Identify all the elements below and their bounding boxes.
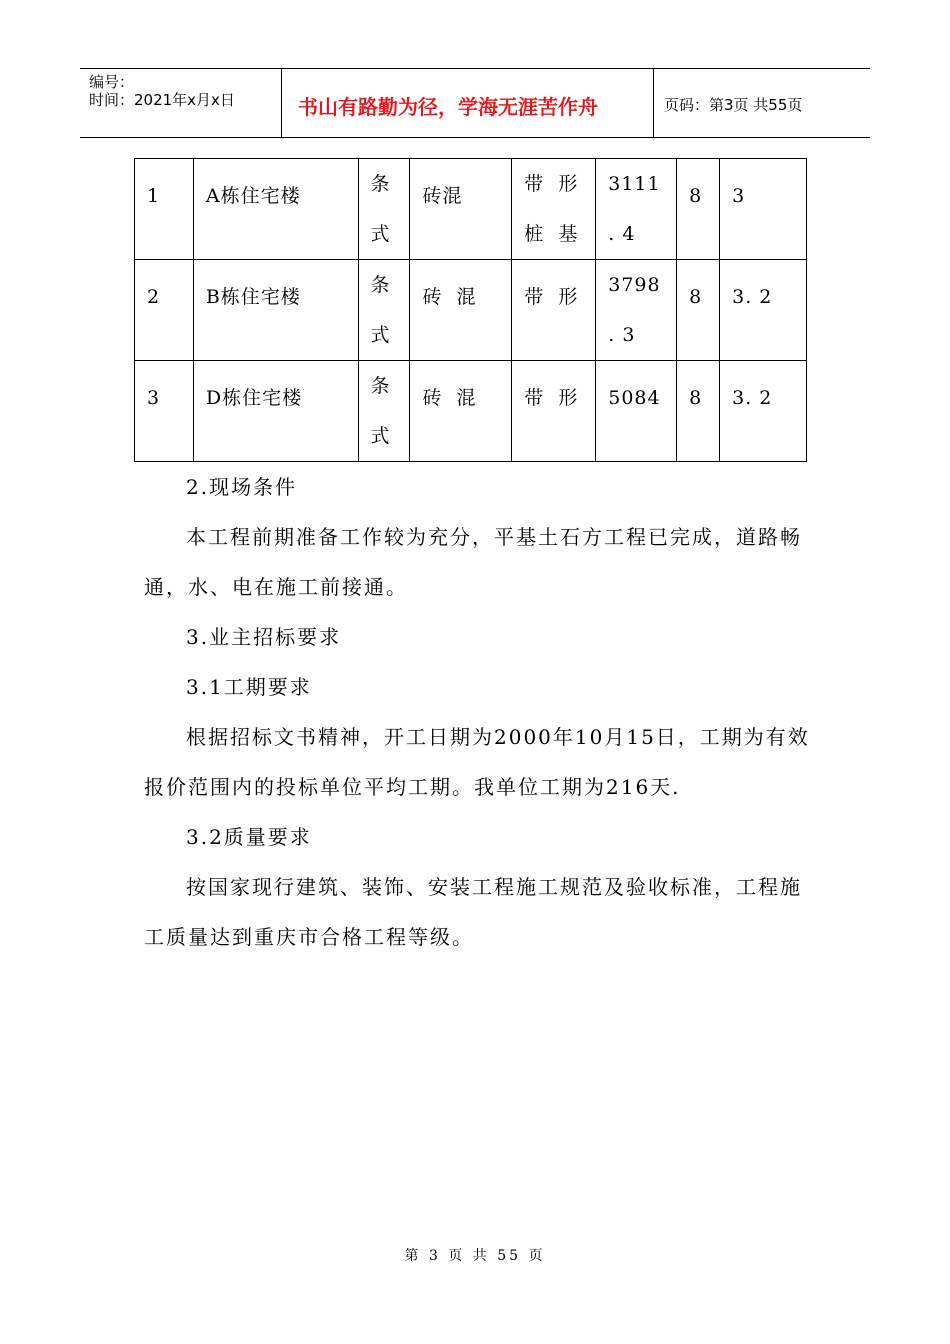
cell-floors: 8 — [677, 159, 720, 260]
cell-material: 砖 混 — [410, 260, 512, 361]
cell-name: A栋住宅楼 — [193, 159, 358, 260]
cell-no: 3 — [135, 361, 194, 462]
section-3-title: 3.业主招标要求 — [186, 625, 342, 649]
cell-area: 5084 — [596, 361, 677, 462]
cell-height: 3 — [720, 159, 807, 260]
cell-height: 3. 2 — [720, 361, 807, 462]
cell-foundation: 带 形 桩 基 — [512, 159, 596, 260]
cell-area: 3798 . 3 — [596, 260, 677, 361]
cell-type: 条 式 — [358, 361, 410, 462]
cell-foundation: 带 形 — [512, 361, 596, 462]
header-meta — [80, 69, 282, 137]
cell-no: 1 — [135, 159, 194, 260]
section-2-text: 本工程前期准备工作较为充分，平基土石方工程已完成，道路畅通，水、电在施工前接通。 — [144, 525, 802, 599]
cell-material: 砖 混 — [410, 361, 512, 462]
building-table — [134, 158, 807, 462]
table-row — [135, 260, 807, 361]
page-header — [80, 68, 870, 138]
cell-name: D栋住宅楼 — [193, 361, 358, 462]
section-2-title: 2.现场条件 — [186, 475, 298, 499]
cell-foundation: 带 形 — [512, 260, 596, 361]
cell-floors: 8 — [677, 361, 720, 462]
section-3-1-title: 3.1工期要求 — [186, 675, 312, 699]
cell-type: 条 式 — [358, 159, 410, 260]
header-time-label: 时间：2021年x月x日 — [89, 91, 235, 109]
cell-no: 2 — [135, 260, 194, 361]
section-3-2-title: 3.2质量要求 — [186, 825, 312, 849]
cell-material: 砖混 — [410, 159, 512, 260]
table-row — [135, 159, 807, 260]
table-row — [135, 361, 807, 462]
cell-height: 3. 2 — [720, 260, 807, 361]
section-3-2-text: 按国家现行建筑、装饰、安装工程施工规范及验收标准，工程施工质量达到重庆市合格工程等级。 — [144, 875, 802, 949]
cell-name: B栋住宅楼 — [193, 260, 358, 361]
cell-area: 3111 . 4 — [596, 159, 677, 260]
section-3-1-text: 根据招标文书精神，开工日期为2000年10月15日，工期为有效报价范围内的投标单位平均工期。我单位工期为216天. — [144, 725, 810, 799]
header-number-label: 编号： — [89, 73, 135, 91]
cell-type: 条 式 — [358, 260, 410, 361]
cell-floors: 8 — [677, 260, 720, 361]
header-motto: 书山有路勤为径，学海无涯苦作舟 — [282, 69, 654, 137]
page-footer: 第 3 页 共 55 页 — [404, 1248, 546, 1264]
header-page-info: 页码：第3页 共55页 — [664, 95, 803, 114]
